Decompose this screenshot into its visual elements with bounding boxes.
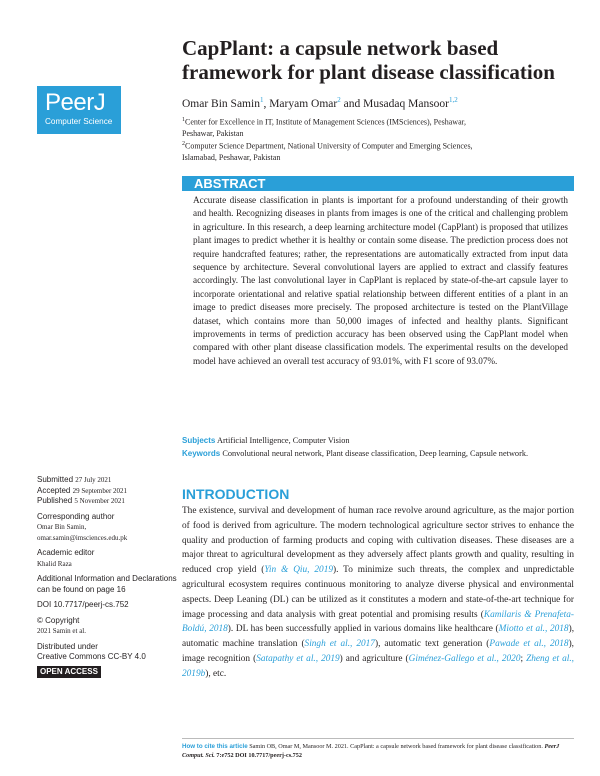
article-info-sidebar — [37, 475, 177, 678]
cite-journal: PeerJ Comput. Sci. — [182, 743, 560, 759]
author-affiliation-number: 1,2 — [449, 96, 458, 104]
submitted-date — [37, 475, 177, 486]
abstract-heading: ABSTRACT — [194, 176, 266, 191]
citation-link[interactable]: Singh et al., 2017 — [304, 639, 375, 650]
citation-link[interactable]: Kamilaris & Prenafeta-Boldú, 2018 — [182, 609, 574, 635]
author-name[interactable]: Maryam Omar — [269, 97, 338, 110]
published-date — [37, 496, 177, 507]
submitted-value: 27 July 2021 — [75, 476, 112, 484]
author-separator: , — [263, 97, 270, 110]
citation-link[interactable]: Pawade et al., 2018 — [489, 639, 569, 650]
introduction-text: The existence, survival and development of human race revolve around agriculture, as the major portion of food is derived from agriculture. The modern technological agriculture sector strives to enhance the quality and production of farming products and coping with cultivation diseases. These diseases are a major threat to agricultural development as they adversely affect plants growth and quality, resulting in reduced crop yield (Yin & Qiu, 2019). To minimize such threats, the complex and unpredictable agricultural ecosystem requires continuous monitoring to analyze diverse physical and environmental aspects. Deep Leaning (DL) can be utilized as it constitutes a modern and state-of-the-art technique for image processing and data analysis with great potential and promising results (Kamilaris & Prenafeta-Boldú, 2018). DL has been successfully applied in various domains like healthcare (Miotto et al., 2018), automatic machine translation (Singh et al., 2017), automatic text generation (Pawade et al., 2018), image recognition (Satapathy et al., 2019) and agriculture (Giménez-Gallego et al., 2020; Zheng et al., 2019b), etc. — [182, 506, 575, 679]
citation-link[interactable]: Giménez-Gallego et al., 2020 — [408, 653, 521, 664]
corresponding-author-label: Corresponding author — [37, 511, 115, 521]
keywords-value[interactable]: Convolutional neural network, Plant disease classification, Deep learning, Capsule network. — [222, 449, 529, 458]
published-label: Published — [37, 496, 73, 505]
academic-editor-label: Academic editor — [37, 548, 95, 557]
copyright-icon: © — [37, 615, 43, 625]
article-title: CapPlant: a capsule network based framework for plant disease classification — [182, 36, 555, 84]
doi-link[interactable]: DOI 10.7717/peerj-cs.752 — [37, 600, 129, 609]
open-access-badge: OPEN ACCESS — [37, 666, 101, 679]
logo-subtitle: Computer Science — [45, 117, 113, 126]
citation-link[interactable]: Satapathy et al., 2019 — [256, 653, 340, 664]
license-link[interactable]: Creative Commons CC-BY 4.0 — [37, 652, 146, 661]
logo-brand: PeerJ — [45, 89, 106, 116]
subjects-value[interactable]: Artificial Intelligence, Computer Vision — [216, 436, 350, 445]
accepted-value: 29 September 2021 — [72, 486, 128, 495]
corresponding-author-name: Omar Bin Samin, — [37, 523, 87, 531]
author-separator: and — [340, 97, 364, 110]
affiliation-number: 1 — [182, 117, 185, 123]
author-name[interactable]: Musadaq Mansoor — [363, 97, 450, 110]
author-name[interactable]: Omar Bin Samin — [182, 97, 260, 110]
copyright-label: Copyright — [45, 615, 80, 625]
cite-ref[interactable]: 7:e752 DOI 10.7717/peerj-cs.752 — [216, 752, 302, 759]
additional-information-link[interactable]: Additional Information and Declarations can be found on page 16 — [37, 574, 177, 594]
abstract-text: Accurate disease classification in plants is important for a profound understanding of their growth and health. Recognizing diseases in plants from images is one of the critical and challenging problem in agriculture. In this research, a deep learning architecture model (CapPlant) is proposed that utilizes plant images to predict whether it is healthy or contain some disease. The prediction process does not require handcrafted features; rather, the representations are automatically extracted from input data sequence by architecture. Several convolutional layers are applied to extract and classify features accordingly. The last convolutional layer in CapPlant is replaced by state-of-the-art capsule layer to incorporate orientational and relative spatial relationship between different entities of a plant in an image to predict diseases more precisely. The proposed architecture is tested on the PlantVillage dataset, which contains more than 50,000 images of infected and healthy plants. Significant improvements in terms of prediction accuracy has been observed using the CapPlant model when compared with other plant disease classification models. The experimental results on the developed model have achieved an overall test accuracy of 93.01%, with F1 score of 93.07%. — [193, 195, 568, 366]
affiliation-number: 2 — [182, 141, 185, 147]
author-list — [182, 96, 572, 110]
corresponding-author-email[interactable]: omar.samin@imsciences.edu.pk — [37, 533, 128, 542]
distributed-label: Distributed under — [37, 641, 98, 651]
keywords — [182, 448, 574, 459]
cite-label: How to cite this article — [182, 743, 248, 750]
subjects — [182, 435, 574, 446]
academic-editor-name[interactable]: Khalid Raza — [37, 559, 72, 568]
copyright-value: 2021 Samin et al. — [37, 627, 86, 635]
affiliation-text: Center for Excellence in IT, Institute of Management Sciences (IMSciences), Peshawar, Peshawar, Pakistan — [182, 117, 466, 138]
introduction-heading: INTRODUCTION — [182, 486, 290, 502]
author-affiliation-number: 1 — [259, 96, 264, 104]
copyright — [37, 616, 177, 627]
citation-link[interactable]: Yin & Qiu, 2019 — [264, 565, 333, 576]
submitted-label: Submitted — [37, 475, 74, 484]
affiliation — [182, 139, 482, 163]
peerj-logo — [37, 86, 121, 134]
affiliation-text: Computer Science Department, National University of Computer and Emerging Sciences, Islamabad, Peshawar, Pakistan — [182, 141, 473, 162]
citation-footer — [182, 742, 574, 760]
citation-link[interactable]: Zheng et al., 2019b — [182, 653, 574, 679]
affiliation — [182, 115, 482, 139]
subjects-label: Subjects — [182, 436, 216, 445]
keywords-label: Keywords — [182, 449, 221, 458]
cite-text: Samin OB, Omar M, Mansoor M. 2021. CapPlant: a capsule network based framework for plant disease classification. — [249, 743, 543, 750]
accepted-label: Accepted — [37, 485, 71, 495]
published-value: 5 November 2021 — [74, 497, 125, 505]
accepted-date — [37, 486, 177, 497]
footer-divider — [182, 738, 574, 739]
citation-link[interactable]: Miotto et al., 2018 — [498, 624, 569, 635]
author-affiliation-number: 2 — [337, 96, 341, 104]
